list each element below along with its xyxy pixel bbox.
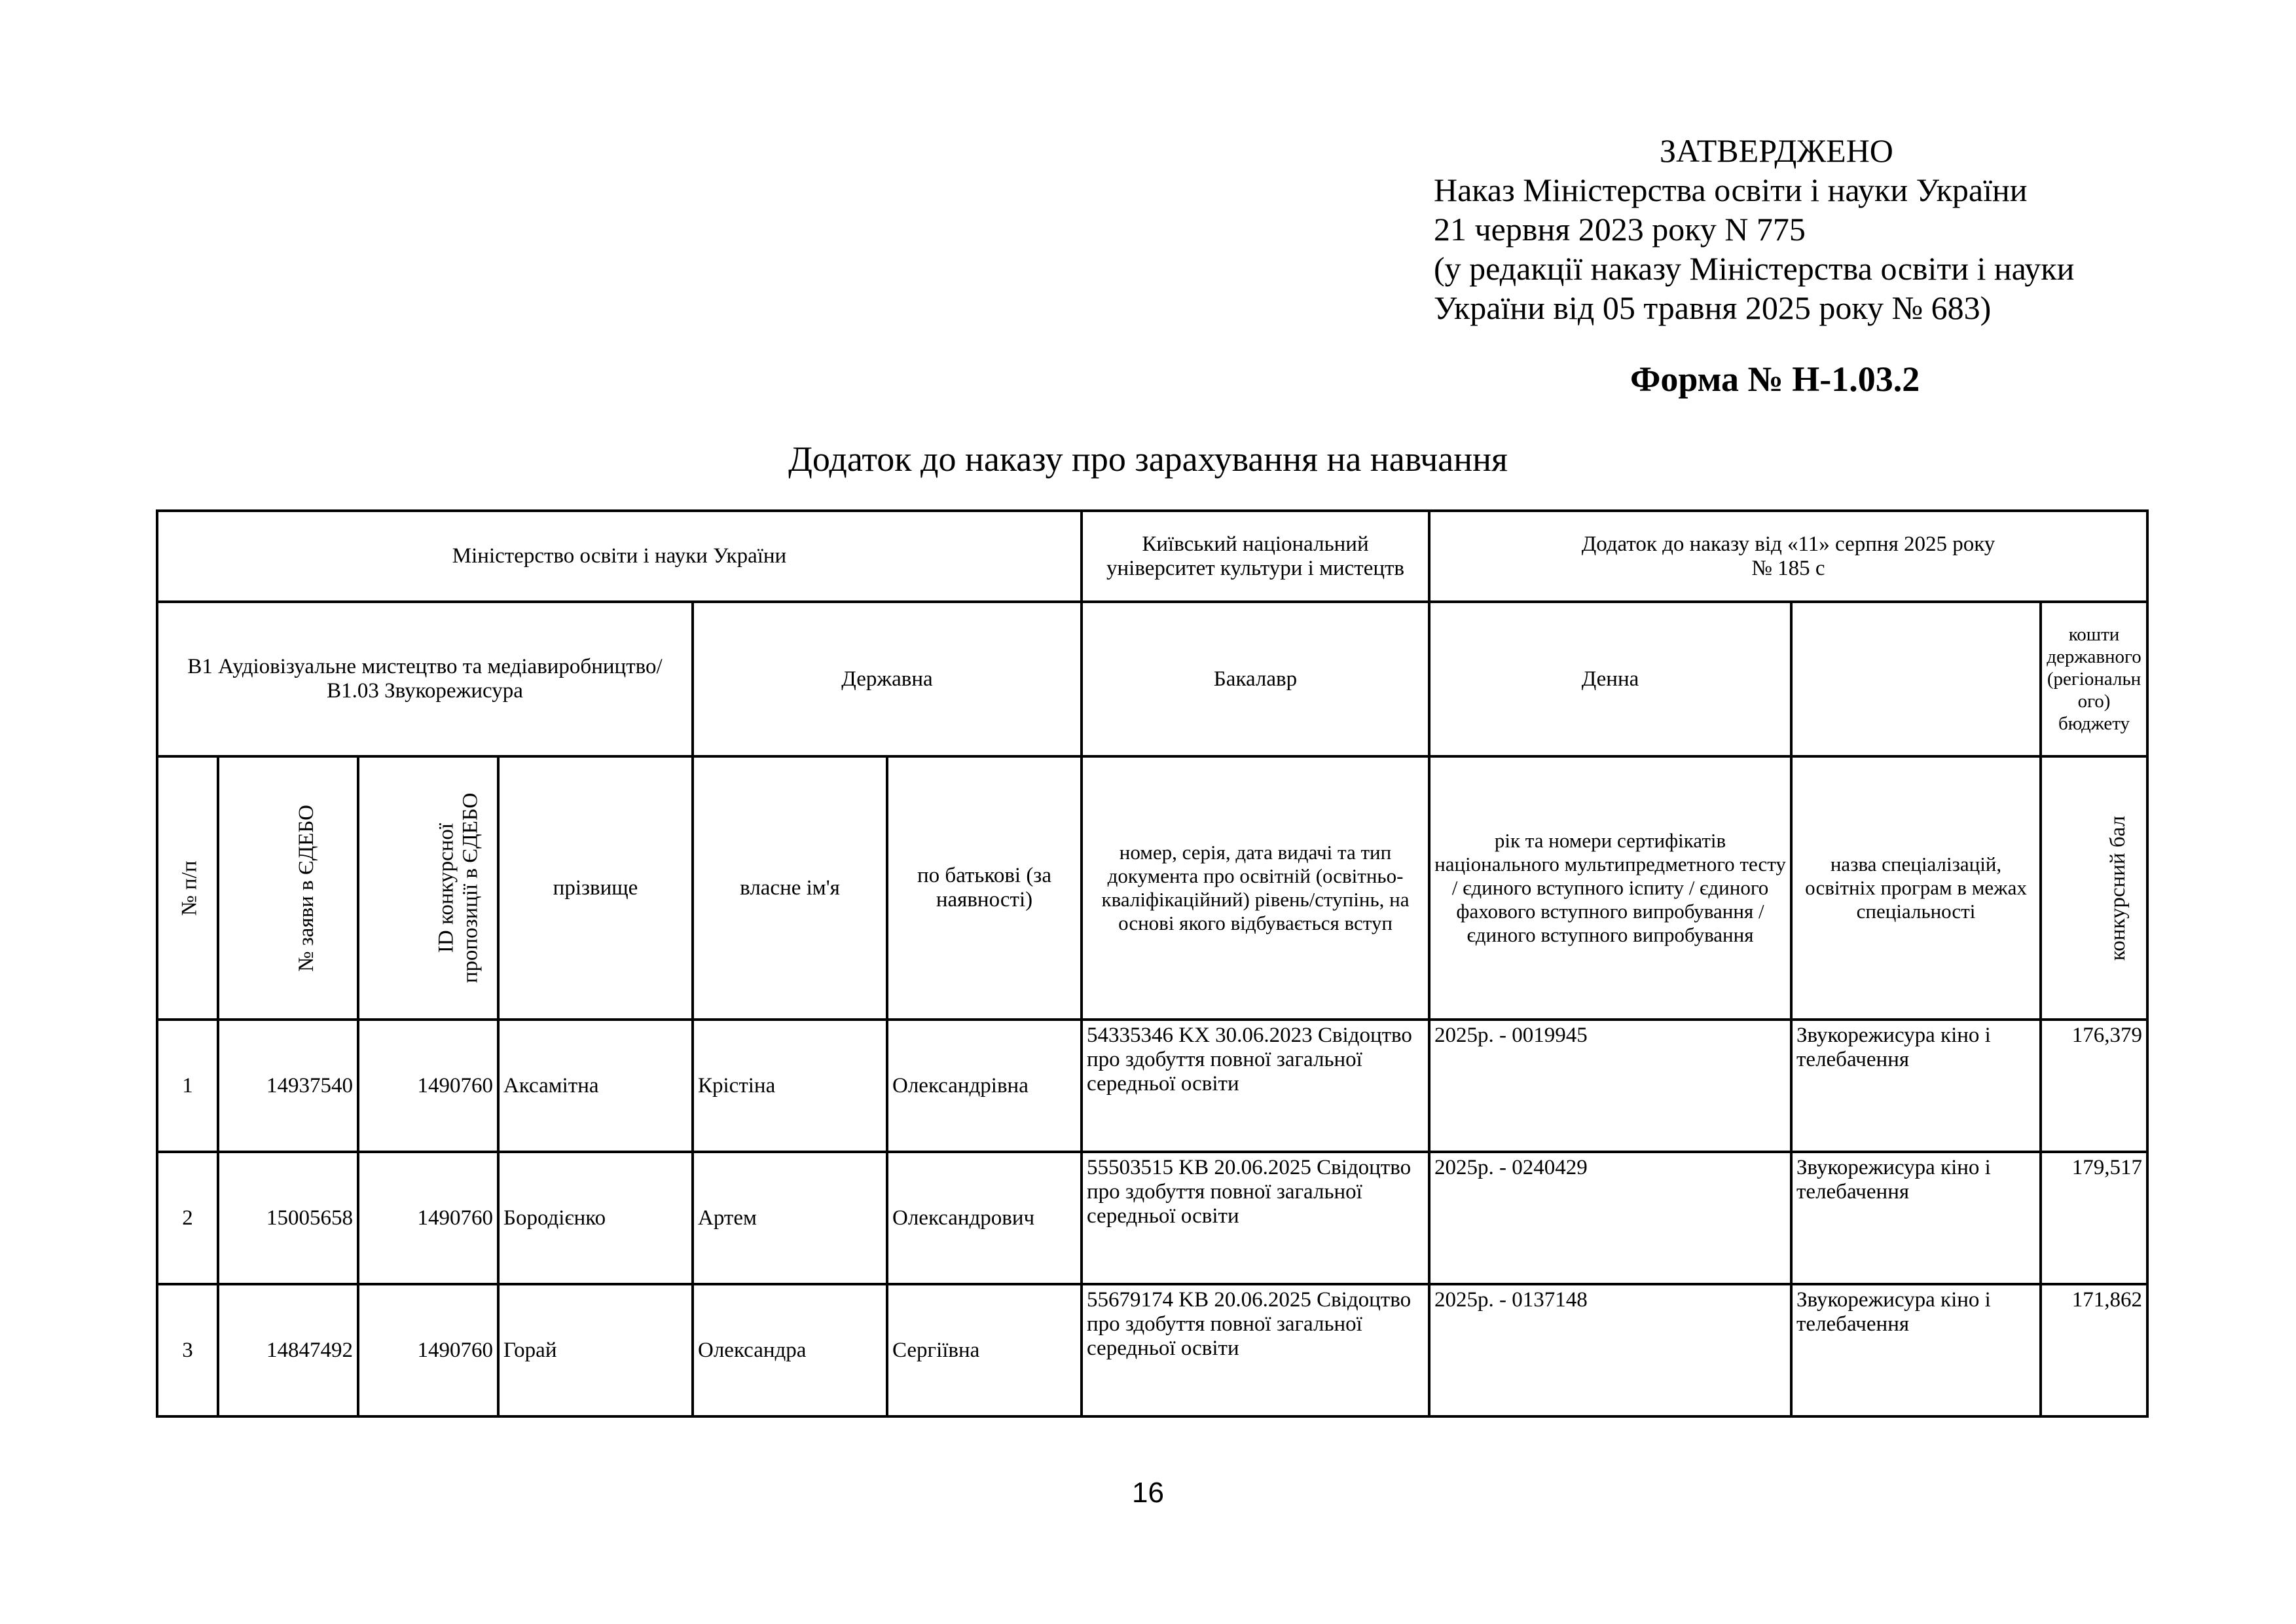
row-document: 55503515 KB 20.06.2025 Свідоцтво про здобуття повної загальної середньої освіти [1082,1152,1429,1284]
row-num: 2 [157,1152,218,1284]
degree-cell: Бакалавр [1082,602,1429,756]
row-score: 176,379 [2041,1020,2147,1152]
col-num [157,756,218,1020]
enrollment-table [156,509,2149,1418]
column-header-row [157,756,2147,1020]
row-first-name: Крістіна [693,1020,887,1152]
row-certificate: 2025р. - 0019945 [1429,1020,1791,1152]
row-application: 14937540 [218,1020,358,1152]
row-certificate: 2025р. - 0137148 [1429,1284,1791,1416]
row-patronymic: Олександрович [887,1152,1082,1284]
approved-heading: ЗАТВЕРДЖЕНО [1660,132,1893,169]
approval-line: Наказ Міністерства освіти і науки України [1434,172,2028,208]
ministry-cell: Міністерство освіти і науки України [157,511,1082,602]
col-offer-id-line1: ID конкурсної [434,822,458,953]
row-document: 54335346 KX 30.06.2023 Свідоцтво про здобуття повної загальної середньої освіти [1082,1020,1429,1152]
col-offer-id-label [434,793,483,984]
header-row-program [157,602,2147,756]
approval-line: 21 червня 2023 року N 775 [1434,211,1806,248]
approval-block [1434,131,2285,327]
row-offer-id: 1490760 [358,1152,498,1284]
row-offer-id: 1490760 [358,1284,498,1416]
row-surname: Аксамітна [498,1020,693,1152]
row-score: 179,517 [2041,1152,2147,1284]
col-document: номер, серія, дата видачі та тип документа про освітній (освітньо-кваліфікаційний) рівень/ступінь, на основі якого відбувається вступ [1082,756,1429,1020]
col-first-name: власне ім'я [693,756,887,1020]
col-offer-id-line2: пропозиції в ЄДЕБО [458,792,483,984]
table-row [157,1020,2147,1152]
table-row [157,1284,2147,1416]
approval-line: України від 05 травня 2025 року № 683) [1434,289,1992,326]
approval-line: (у редакції наказу Міністерства освіти і науки [1434,250,2075,287]
row-patronymic: Сергіївна [887,1284,1082,1416]
row-first-name: Олександра [693,1284,887,1416]
row-specialization: Звукорежисура кіно і телебачення [1791,1152,2041,1284]
page-title: Додаток до наказу про зарахування на навчання [788,439,1508,479]
col-application-label: № заяви в ЄДЕБО [294,804,318,972]
row-first-name: Артем [693,1152,887,1284]
order-cell [1429,511,2147,602]
order-number: № 185 с [1751,556,1825,580]
row-offer-id: 1490760 [358,1020,498,1152]
university-cell: Київський національний університет культури і мистецтв [1082,511,1429,602]
row-num: 1 [157,1020,218,1152]
header-row-institution [157,511,2147,602]
empty-cell [1791,602,2041,756]
table-row [157,1152,2147,1284]
study-form-cell: Денна [1429,602,1791,756]
row-application: 14847492 [218,1284,358,1416]
col-specializations: назва спеціалізацій, освітніх програм в межах спеціальності [1791,756,2041,1020]
col-surname: прізвище [498,756,693,1020]
specialty-cell: В1 Аудіовізуальне мистецтво та медіавиробництво/В1.03 Звукорежисура [157,602,693,756]
col-offer-id [358,756,498,1020]
col-patronymic: по батькові (за наявності) [887,756,1082,1020]
row-application: 15005658 [218,1152,358,1284]
col-certificates: рік та номери сертифікатів національного мультипредметного тесту / єдиного вступного іспиту / єдиного фахового вступного випробування / єдиного вступного випробування [1429,756,1791,1020]
col-application [218,756,358,1020]
col-score-label: конкурсний бал [2106,815,2130,961]
row-num: 3 [157,1284,218,1416]
col-score [2041,756,2147,1020]
funding-cell: кошти державного (регіонального) бюджету [2041,602,2147,756]
row-specialization: Звукорежисура кіно і телебачення [1791,1284,2041,1416]
row-document: 55679174 KB 20.06.2025 Свідоцтво про здобуття повної загальної середньої освіти [1082,1284,1429,1416]
row-certificate: 2025р. - 0240429 [1429,1152,1791,1284]
row-specialization: Звукорежисура кіно і телебачення [1791,1020,2041,1152]
col-num-label: № п/п [177,860,202,916]
order-date: Додаток до наказу від «11» серпня 2025 року [1581,532,1995,556]
form-number: Форма № Н-1.03.2 [1630,360,1920,399]
row-patronymic: Олександрівна [887,1020,1082,1152]
page-number: 16 [1132,1477,1164,1509]
row-surname: Бородієнко [498,1152,693,1284]
ownership-cell: Державна [693,602,1082,756]
row-surname: Горай [498,1284,693,1416]
row-score: 171,862 [2041,1284,2147,1416]
